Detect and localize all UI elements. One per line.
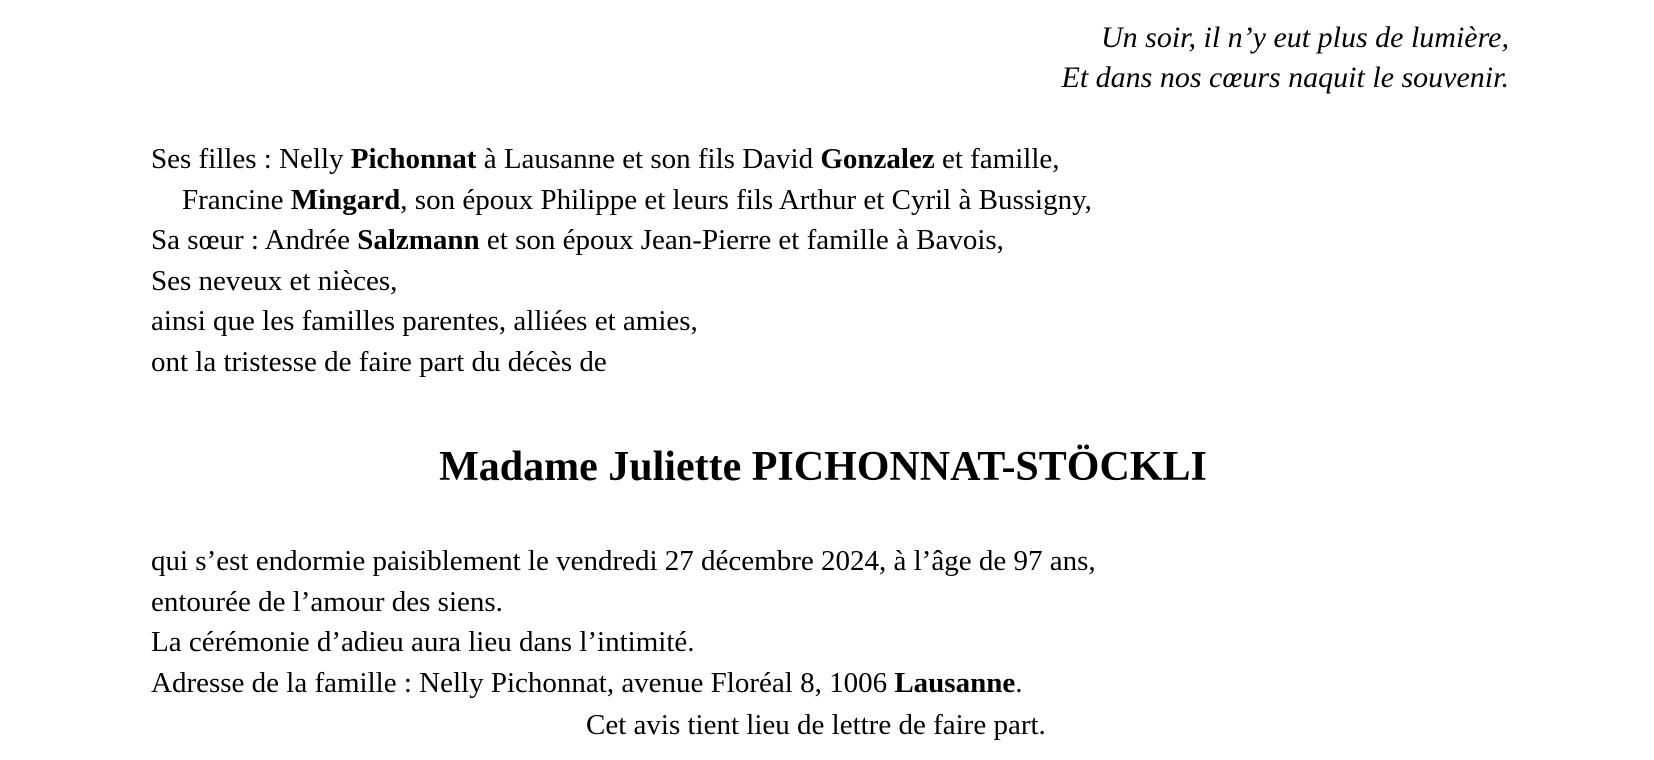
address-city: Lausanne	[894, 666, 1016, 699]
daughters-line	[151, 139, 1092, 180]
sister-suffix: et son époux Jean-Pierre et famille à Bavois,	[479, 224, 1004, 256]
deceased-name: Madame Juliette PICHONNAT-STÖCKLI	[439, 444, 1207, 490]
daughters-prefix: Ses filles : Nelly	[151, 143, 351, 175]
sister-prefix: Sa sœur : Andrée	[151, 224, 358, 256]
address-prefix: Adresse de la famille : Nelly Pichonnat, avenue Floréal 8, 1006	[151, 666, 895, 699]
address-suffix: .	[1015, 666, 1023, 699]
epigraph	[1062, 18, 1510, 98]
grandson-surname-gonzalez: Gonzalez	[820, 143, 935, 175]
second-daughter-line	[151, 180, 1092, 221]
relatives-line: ainsi que les familles parentes, alliées et amies,	[151, 305, 698, 337]
daughters-middle: à Lausanne et son fils David	[476, 143, 821, 175]
ceremony-line: La cérémonie d’adieu aura lieu dans l’intimité.	[151, 626, 695, 658]
sister-line	[151, 220, 1092, 261]
daughters-suffix: et famille,	[934, 143, 1060, 175]
closing-note: Cet avis tient lieu de lettre de faire part.	[586, 709, 1046, 741]
death-details	[151, 541, 1096, 703]
details-line-1: qui s’est endormie paisiblement le vendredi 27 décembre 2024, à l’âge de 97 ans,	[151, 545, 1096, 577]
family-address-line	[151, 663, 1096, 704]
second-daughter-prefix: Francine	[182, 183, 291, 216]
nephews-line: Ses neveux et nièces,	[151, 264, 398, 297]
epigraph-line-2: Et dans nos cœurs naquit le souvenir.	[1061, 61, 1509, 94]
daughter-surname-pichonnat: Pichonnat	[350, 143, 477, 175]
second-daughter-suffix: , son époux Philippe et leurs fils Arthur et Cyril à Bussigny,	[400, 183, 1092, 216]
epigraph-line-1: Un soir, il n’y eut plus de lumière,	[1100, 21, 1509, 54]
details-line-2: entourée de l’amour des siens.	[151, 585, 503, 618]
sister-surname-salzmann: Salzmann	[357, 224, 480, 256]
deceased-name-heading	[0, 442, 1654, 492]
announcement-line: ont la tristesse de faire part du décès de	[151, 345, 607, 378]
family-announcement	[151, 139, 1092, 382]
daughter-surname-mingard: Mingard	[290, 183, 401, 216]
